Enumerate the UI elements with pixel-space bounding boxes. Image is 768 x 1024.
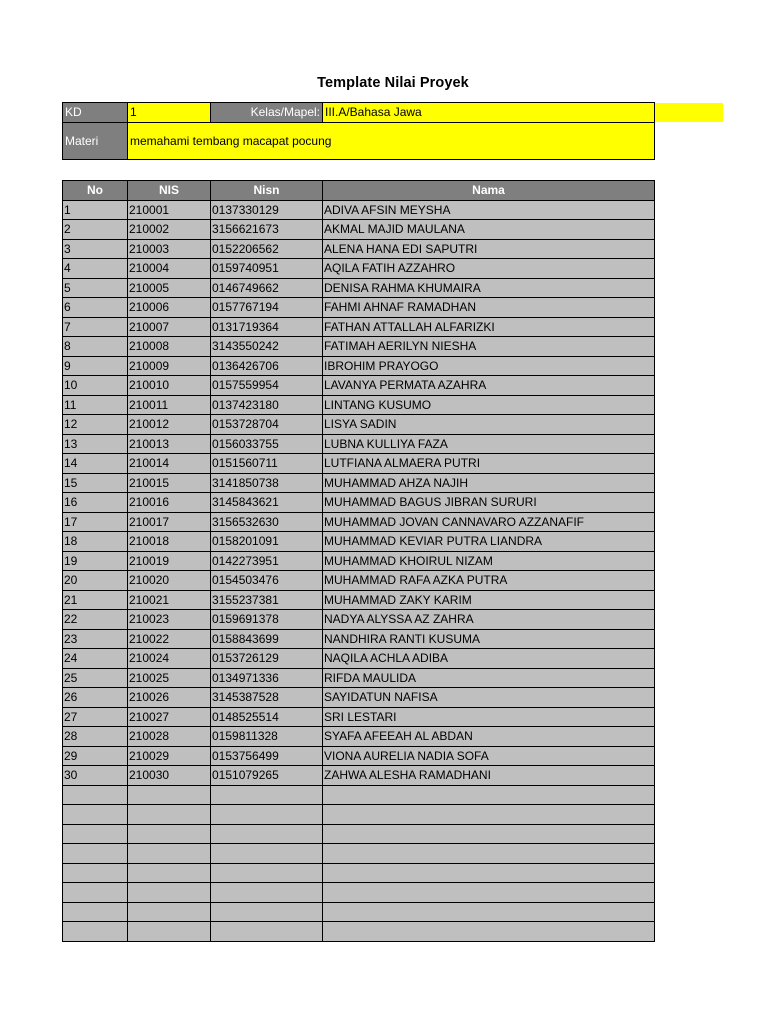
cell-nisn[interactable] (211, 824, 323, 844)
cell-nisn[interactable]: 0136426706 (211, 356, 323, 376)
table-row (63, 337, 655, 357)
cell-no[interactable]: 5 (63, 278, 128, 298)
cell-no[interactable] (63, 824, 128, 844)
table-row (63, 259, 655, 279)
kelas-value[interactable]: III.A/Bahasa Jawa (323, 103, 655, 123)
table-row (63, 395, 655, 415)
table-row (63, 571, 655, 591)
cell-no[interactable]: 4 (63, 259, 128, 279)
cell-nisn[interactable]: 0134971336 (211, 668, 323, 688)
cell-nama[interactable]: MUHAMMAD JOVAN CANNAVARO AZZANAFIF (323, 512, 655, 532)
cell-no[interactable]: 11 (63, 395, 128, 415)
table-row (63, 493, 655, 513)
cell-nama[interactable]: FAHMI AHNAF RAMADHAN (323, 298, 655, 318)
table-row (63, 727, 655, 747)
table-row (63, 356, 655, 376)
cell-no[interactable] (63, 883, 128, 903)
cell-no[interactable]: 16 (63, 493, 128, 513)
cell-nama[interactable]: SAYIDATUN NAFISA (323, 688, 655, 708)
cell-nis[interactable]: 210012 (128, 415, 211, 435)
highlight-extension (654, 103, 723, 122)
cell-nama[interactable]: NAQILA ACHLA ADIBA (323, 649, 655, 669)
cell-nama[interactable] (323, 922, 655, 942)
cell-no[interactable]: 1 (63, 200, 128, 220)
table-row (63, 610, 655, 630)
cell-nisn[interactable]: 0148525514 (211, 707, 323, 727)
table-row (63, 239, 655, 259)
cell-nama[interactable]: AQILA FATIH AZZAHRO (323, 259, 655, 279)
cell-no[interactable]: 30 (63, 766, 128, 786)
table-row (63, 590, 655, 610)
table-row (63, 551, 655, 571)
cell-no[interactable] (63, 785, 128, 805)
cell-no[interactable]: 26 (63, 688, 128, 708)
cell-no[interactable]: 14 (63, 454, 128, 474)
cell-nisn[interactable]: 0159740951 (211, 259, 323, 279)
cell-nama[interactable]: ADIVA AFSIN MEYSHA (323, 200, 655, 220)
table-row (63, 746, 655, 766)
table-row (63, 512, 655, 532)
kd-value[interactable]: 1 (128, 103, 211, 123)
cell-nama[interactable]: FATIMAH AERILYN NIESHA (323, 337, 655, 357)
cell-nama[interactable] (323, 902, 655, 922)
cell-nis[interactable]: 210013 (128, 434, 211, 454)
cell-nama[interactable]: SRI LESTARI (323, 707, 655, 727)
cell-nis[interactable]: 210002 (128, 220, 211, 240)
cell-nis[interactable] (128, 844, 211, 864)
header-no: No (63, 181, 128, 201)
table-row (63, 688, 655, 708)
cell-nis[interactable]: 210029 (128, 746, 211, 766)
cell-nis[interactable] (128, 902, 211, 922)
cell-nisn[interactable]: 0159811328 (211, 727, 323, 747)
cell-no[interactable] (63, 844, 128, 864)
table-row (63, 902, 655, 922)
info-table (62, 102, 655, 160)
cell-no[interactable]: 15 (63, 473, 128, 493)
cell-nisn[interactable] (211, 902, 323, 922)
cell-nama[interactable] (323, 863, 655, 883)
cell-nama[interactable]: ZAHWA ALESHA RAMADHANI (323, 766, 655, 786)
table-row (63, 220, 655, 240)
cell-no[interactable]: 29 (63, 746, 128, 766)
cell-no[interactable]: 3 (63, 239, 128, 259)
cell-nisn[interactable]: 0159691378 (211, 610, 323, 630)
cell-nis[interactable]: 210014 (128, 454, 211, 474)
cell-nis[interactable]: 210020 (128, 571, 211, 591)
cell-nisn[interactable] (211, 883, 323, 903)
cell-nama[interactable]: NANDHIRA RANTI KUSUMA (323, 629, 655, 649)
cell-nisn[interactable]: 3145387528 (211, 688, 323, 708)
cell-nis[interactable]: 210004 (128, 259, 211, 279)
cell-nis[interactable]: 210006 (128, 298, 211, 318)
cell-no[interactable]: 17 (63, 512, 128, 532)
cell-no[interactable]: 27 (63, 707, 128, 727)
cell-nama[interactable]: ALENA HANA EDI SAPUTRI (323, 239, 655, 259)
cell-nisn[interactable]: 0146749662 (211, 278, 323, 298)
cell-nisn[interactable] (211, 805, 323, 825)
cell-no[interactable]: 21 (63, 590, 128, 610)
cell-nama[interactable]: IBROHIM PRAYOGO (323, 356, 655, 376)
cell-nisn[interactable]: 0153728704 (211, 415, 323, 435)
cell-nama[interactable]: DENISA RAHMA KHUMAIRA (323, 278, 655, 298)
cell-nis[interactable]: 210030 (128, 766, 211, 786)
cell-no[interactable]: 19 (63, 551, 128, 571)
table-row (63, 454, 655, 474)
header-nisn: Nisn (211, 181, 323, 201)
table-row (63, 317, 655, 337)
cell-nisn[interactable]: 0154503476 (211, 571, 323, 591)
cell-no[interactable]: 8 (63, 337, 128, 357)
cell-nisn[interactable]: 0156033755 (211, 434, 323, 454)
cell-nisn[interactable]: 0158843699 (211, 629, 323, 649)
cell-nis[interactable]: 210016 (128, 493, 211, 513)
cell-nisn[interactable] (211, 922, 323, 942)
cell-nama[interactable]: FATHAN ATTALLAH ALFARIZKI (323, 317, 655, 337)
materi-label: Materi (63, 123, 128, 160)
table-row (63, 863, 655, 883)
cell-nisn[interactable]: 0157559954 (211, 376, 323, 396)
cell-nisn[interactable]: 0152206562 (211, 239, 323, 259)
cell-no[interactable] (63, 805, 128, 825)
header-row (63, 181, 655, 201)
table-row (63, 200, 655, 220)
table-row (63, 883, 655, 903)
cell-nama[interactable] (323, 824, 655, 844)
cell-no[interactable]: 25 (63, 668, 128, 688)
cell-nis[interactable]: 210022 (128, 629, 211, 649)
cell-nama[interactable]: MUHAMMAD RAFA AZKA PUTRA (323, 571, 655, 591)
cell-nisn[interactable]: 0153756499 (211, 746, 323, 766)
cell-no[interactable]: 22 (63, 610, 128, 630)
cell-no[interactable]: 18 (63, 532, 128, 552)
cell-no[interactable]: 28 (63, 727, 128, 747)
table-row (63, 532, 655, 552)
cell-nisn[interactable]: 0151560711 (211, 454, 323, 474)
cell-nis[interactable] (128, 922, 211, 942)
table-row (63, 434, 655, 454)
cell-nis[interactable]: 210015 (128, 473, 211, 493)
cell-nama[interactable] (323, 844, 655, 864)
cell-nis[interactable]: 210021 (128, 590, 211, 610)
cell-nis[interactable]: 210009 (128, 356, 211, 376)
cell-nis[interactable]: 210018 (128, 532, 211, 552)
cell-nama[interactable] (323, 805, 655, 825)
table-row (63, 629, 655, 649)
info-row-kd (63, 103, 655, 123)
cell-nama[interactable]: LISYA SADIN (323, 415, 655, 435)
cell-nisn[interactable]: 3156532630 (211, 512, 323, 532)
table-row (63, 415, 655, 435)
table-row (63, 824, 655, 844)
cell-no[interactable]: 9 (63, 356, 128, 376)
cell-nis[interactable]: 210025 (128, 668, 211, 688)
table-row (63, 649, 655, 669)
cell-no[interactable] (63, 922, 128, 942)
cell-nis[interactable]: 210028 (128, 727, 211, 747)
cell-no[interactable]: 7 (63, 317, 128, 337)
cell-nis[interactable] (128, 824, 211, 844)
header-nis: NIS (128, 181, 211, 201)
cell-no[interactable]: 13 (63, 434, 128, 454)
cell-no[interactable]: 20 (63, 571, 128, 591)
cell-nis[interactable]: 210027 (128, 707, 211, 727)
table-row (63, 766, 655, 786)
cell-nisn[interactable]: 3145843621 (211, 493, 323, 513)
cell-nisn[interactable] (211, 785, 323, 805)
table-row (63, 922, 655, 942)
cell-nisn[interactable] (211, 844, 323, 864)
cell-nis[interactable]: 210023 (128, 610, 211, 630)
cell-nama[interactable]: LAVANYA PERMATA AZAHRA (323, 376, 655, 396)
student-table (62, 180, 655, 942)
cell-nama[interactable]: LUTFIANA ALMAERA PUTRI (323, 454, 655, 474)
cell-nisn[interactable]: 0137330129 (211, 200, 323, 220)
cell-nis[interactable] (128, 785, 211, 805)
table-row (63, 668, 655, 688)
cell-nis[interactable]: 210008 (128, 337, 211, 357)
table-row (63, 376, 655, 396)
table-row (63, 785, 655, 805)
cell-no[interactable]: 10 (63, 376, 128, 396)
cell-no[interactable]: 2 (63, 220, 128, 240)
cell-nis[interactable]: 210011 (128, 395, 211, 415)
info-row-materi (63, 123, 655, 160)
cell-nama[interactable] (323, 883, 655, 903)
header-nama: Nama (323, 181, 655, 201)
cell-nisn[interactable]: 0158201091 (211, 532, 323, 552)
cell-nis[interactable]: 210007 (128, 317, 211, 337)
cell-no[interactable]: 23 (63, 629, 128, 649)
cell-nama[interactable]: MUHAMMAD BAGUS JIBRAN SURURI (323, 493, 655, 513)
cell-nama[interactable]: NADYA ALYSSA AZ ZAHRA (323, 610, 655, 630)
cell-no[interactable]: 12 (63, 415, 128, 435)
cell-nama[interactable]: VIONA AURELIA NADIA SOFA (323, 746, 655, 766)
cell-nisn[interactable]: 0157767194 (211, 298, 323, 318)
cell-nama[interactable]: LUBNA KULLIYA FAZA (323, 434, 655, 454)
cell-nis[interactable]: 210019 (128, 551, 211, 571)
cell-nama[interactable]: LINTANG KUSUMO (323, 395, 655, 415)
cell-no[interactable]: 24 (63, 649, 128, 669)
cell-nisn[interactable]: 3156621673 (211, 220, 323, 240)
table-row (63, 473, 655, 493)
cell-nama[interactable]: MUHAMMAD KEVIAR PUTRA LIANDRA (323, 532, 655, 552)
cell-nama[interactable]: SYAFA AFEEAH AL ABDAN (323, 727, 655, 747)
cell-nis[interactable]: 210001 (128, 200, 211, 220)
cell-nisn[interactable]: 0131719364 (211, 317, 323, 337)
cell-nis[interactable]: 210026 (128, 688, 211, 708)
cell-nisn[interactable]: 3155237381 (211, 590, 323, 610)
cell-nisn[interactable]: 0137423180 (211, 395, 323, 415)
cell-no[interactable] (63, 902, 128, 922)
cell-nama[interactable] (323, 785, 655, 805)
cell-nisn[interactable]: 0153726129 (211, 649, 323, 669)
table-row (63, 278, 655, 298)
cell-no[interactable] (63, 863, 128, 883)
cell-nis[interactable]: 210003 (128, 239, 211, 259)
cell-nisn[interactable]: 3141850738 (211, 473, 323, 493)
table-row (63, 805, 655, 825)
cell-nama[interactable]: MUHAMMAD ZAKY KARIM (323, 590, 655, 610)
cell-nama[interactable]: MUHAMMAD AHZA NAJIH (323, 473, 655, 493)
table-row (63, 298, 655, 318)
kd-label: KD (63, 103, 128, 123)
kelas-label: Kelas/Mapel: (211, 103, 323, 123)
cell-nisn[interactable]: 3143550242 (211, 337, 323, 357)
cell-nama[interactable]: AKMAL MAJID MAULANA (323, 220, 655, 240)
cell-nis[interactable]: 210005 (128, 278, 211, 298)
table-row (63, 707, 655, 727)
cell-nisn[interactable]: 0151079265 (211, 766, 323, 786)
cell-nis[interactable]: 210024 (128, 649, 211, 669)
cell-nisn[interactable]: 0142273951 (211, 551, 323, 571)
cell-nama[interactable]: MUHAMMAD KHOIRUL NIZAM (323, 551, 655, 571)
cell-nis[interactable] (128, 883, 211, 903)
page-title: Template Nilai Proyek (317, 75, 469, 91)
cell-nisn[interactable] (211, 863, 323, 883)
cell-nis[interactable]: 210010 (128, 376, 211, 396)
cell-nis[interactable] (128, 863, 211, 883)
materi-value[interactable]: memahami tembang macapat pocung (128, 123, 655, 160)
cell-nama[interactable]: RIFDA MAULIDA (323, 668, 655, 688)
cell-no[interactable]: 6 (63, 298, 128, 318)
cell-nis[interactable] (128, 805, 211, 825)
table-row (63, 844, 655, 864)
cell-nis[interactable]: 210017 (128, 512, 211, 532)
